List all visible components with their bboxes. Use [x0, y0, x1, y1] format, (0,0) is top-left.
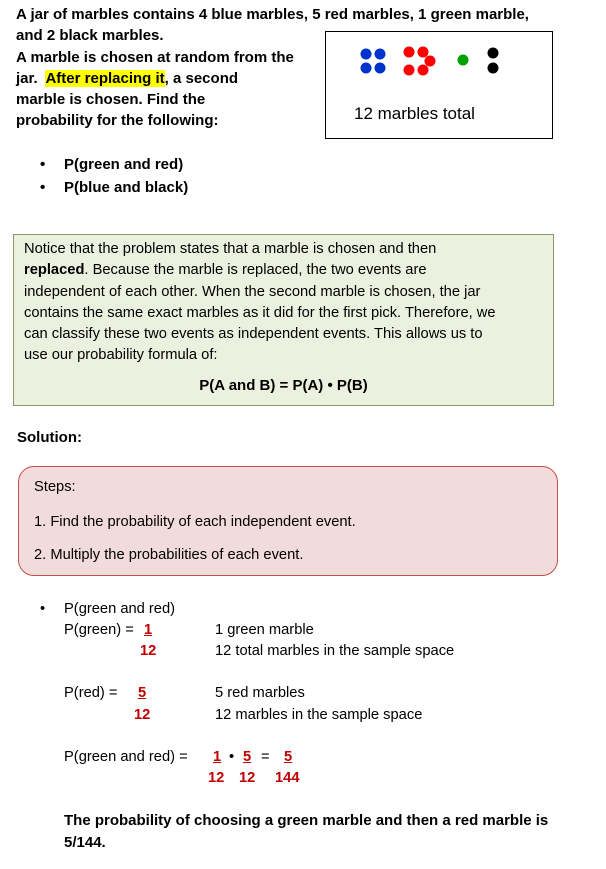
highlight-after-replacing: After replacing it: [45, 69, 165, 87]
work-bullet: •: [40, 601, 46, 617]
notice-line: can classify these two events as independent events. This allows us to: [24, 326, 483, 343]
combined-den-2: 12: [239, 770, 256, 786]
work-heading: P(green and red): [64, 601, 176, 617]
blue-marble: [361, 49, 372, 60]
red-marble: [418, 47, 429, 58]
blue-marble: [375, 49, 386, 60]
problem-line-2: and 2 black marbles.: [16, 27, 164, 45]
problem-line-6: probability for the following:: [16, 112, 219, 130]
notice-line: contains the same exact marbles as it did for the first pick. Therefore, we: [24, 304, 496, 321]
green-desc-1: 1 green marble: [215, 622, 314, 638]
marble-illustration: [325, 31, 553, 139]
question-green-red: P(green and red): [64, 156, 184, 173]
solution-heading: Solution:: [17, 429, 82, 446]
red-desc-2: 12 marbles in the sample space: [215, 707, 423, 723]
blue-marble: [375, 63, 386, 74]
bullet: •: [40, 156, 46, 173]
black-marble: [488, 48, 499, 59]
step-2: 2. Multiply the probabilities of each event.: [34, 547, 304, 563]
steps-box: [18, 466, 558, 576]
combined-den-1: 12: [208, 770, 225, 786]
problem-line-4-pre: jar.: [16, 69, 46, 87]
combined-num-2: 5: [243, 749, 252, 765]
list-item: [40, 176, 188, 199]
probability-formula: P(A and B) = P(A) • P(B): [199, 377, 368, 394]
red-marble: [418, 65, 429, 76]
problem-line-5: marble is chosen. Find the: [16, 91, 206, 109]
combined-num-3: 5: [284, 749, 293, 765]
notice-line: [24, 260, 544, 281]
equals-sign: =: [261, 749, 270, 765]
notice-line: Notice that the problem states that a marble is chosen and then: [24, 241, 437, 257]
combined-den-3: 144: [275, 770, 300, 786]
p-red-label: P(red) =: [64, 685, 118, 701]
problem-line-4-post: , a second: [164, 69, 239, 87]
combined-label: P(green and red) =: [64, 749, 188, 765]
p-red-denominator: 12: [134, 707, 151, 723]
black-marble: [488, 63, 499, 74]
notice-line: independent of each other. When the second marble is chosen, the jar: [24, 283, 481, 300]
red-marble: [404, 47, 415, 58]
notice-line: use our probability formula of:: [24, 347, 218, 364]
p-green-label: P(green) =: [64, 622, 134, 638]
green-marble: [458, 55, 469, 66]
conclusion-line-2: 5/144.: [64, 834, 106, 851]
problem-line-4: [16, 68, 326, 89]
conclusion-line-1: The probability of choosing a green marble and then a red marble is: [64, 812, 549, 829]
question-list: [40, 153, 188, 199]
blue-marble: [361, 63, 372, 74]
conclusion: [64, 810, 594, 854]
combined-num-1: 1: [213, 749, 222, 765]
green-desc-2: 12 total marbles in the sample space: [215, 643, 455, 659]
problem-line-3: A marble is chosen at random from the: [16, 48, 294, 66]
notice-box: [13, 234, 554, 406]
problem-line-1: A jar of marbles contains 4 blue marbles, 5 red marbles, 1 green marble,: [16, 6, 529, 23]
question-blue-black: P(blue and black): [64, 179, 189, 196]
red-desc-1: 5 red marbles: [215, 685, 305, 701]
replaced-bold: replaced: [24, 262, 85, 279]
red-marble: [425, 56, 436, 67]
step-1: 1. Find the probability of each independent event.: [34, 514, 356, 530]
p-green-denominator: 12: [140, 643, 157, 659]
red-marble: [404, 65, 415, 76]
steps-title: Steps:: [34, 479, 76, 495]
list-item: [40, 153, 188, 176]
notice-text: [24, 239, 544, 367]
marbles-total-caption: 12 marbles total: [354, 104, 475, 123]
p-green-numerator: 1: [144, 622, 153, 638]
bullet: •: [40, 179, 46, 196]
multiply-dot: •: [229, 749, 235, 765]
notice-line-rest: . Because the marble is replaced, the two events are: [84, 262, 427, 279]
p-red-numerator: 5: [138, 685, 147, 701]
